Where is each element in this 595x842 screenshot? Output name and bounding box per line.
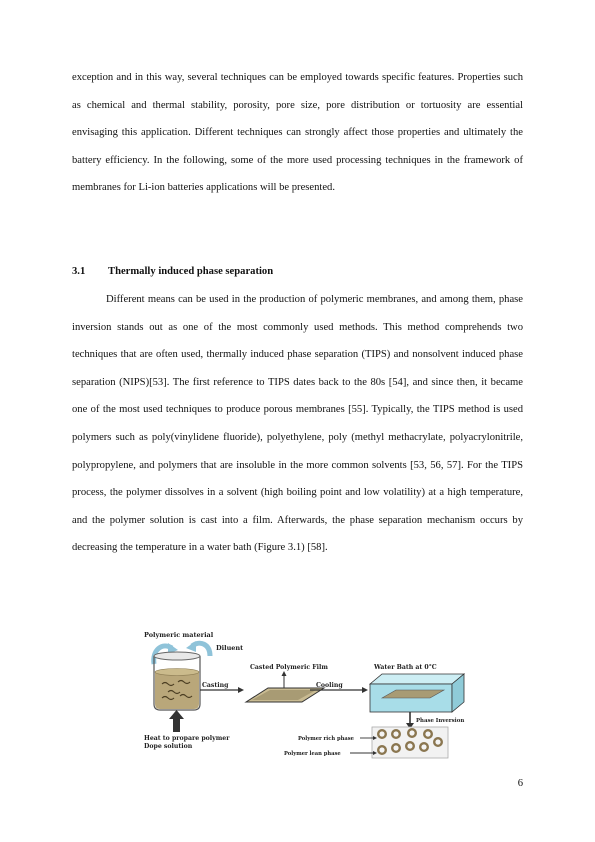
label-dope: Dope solution <box>144 743 193 750</box>
section-title: Thermally induced phase separation <box>108 266 274 277</box>
beaker-solution <box>155 672 199 709</box>
water-bath-top <box>370 674 464 684</box>
label-phase-inversion: Phase Inversion <box>416 718 465 724</box>
label-polymeric-material: Polymeric material <box>144 631 214 639</box>
beaker-solution-top <box>155 669 199 676</box>
page-number: 6 <box>517 778 523 789</box>
label-rich-phase: Polymer rich phase <box>298 736 354 742</box>
section-number: 3.1 <box>72 266 86 277</box>
label-casted-film: Casted Polymeric Film <box>250 664 328 671</box>
tips-process-figure <box>138 626 470 766</box>
arrowhead-diluent-in <box>186 641 196 652</box>
heat-arrow-shaft <box>173 718 180 732</box>
section-heading <box>72 262 273 282</box>
cooling-arrowhead <box>362 687 368 693</box>
heat-arrow-head <box>169 710 184 719</box>
film-pointer-head <box>282 671 287 676</box>
intro-paragraph: exception and in this way, several techniques can be employed towards specific features. Properties such as chemical and thermal stability, porosity, pore size, pore distribution or tortuosity are essential envisaging this application. Different techniques can strongly affect those properties and ultimately the battery efficiency. In the following, some of the more used processing techniques in the framework of membranes for Li-ion batteries applications will be presented. <box>72 72 523 194</box>
label-diluent: Diluent <box>216 644 244 652</box>
casting-arrowhead <box>238 687 244 693</box>
label-casting: Casting <box>202 682 229 689</box>
label-heat: Heat to propare polymer <box>144 735 230 742</box>
label-water-bath: Water Bath at 0°C <box>374 664 437 671</box>
tips-paragraph: Different means can be used in the production of polymeric membranes, and among them, phase inversion stands out as one of the most commonly used methods. This method comprehends two techniques that are often used, thermally induced phase separation (TIPS) and nonsolvent induced phase separation (NIPS)[53]. The first reference to TIPS dates back to the 80s [54], and since then, it became one of the most used techniques to produce porous membranes [55]. Typically, the TIPS method is used polymers such as poly(vinylidene fluoride), polyethylene, poly (methyl methacrylate, polyacrylonitrile, polypropylene, and polymers that are insoluble in the more common solvents [53, 56, 57]. For the TIPS process, the polymer dissolves in a solvent (high boiling point and low volatility) at a high temperature, and the polymer solution is cast into a film. Afterwards, the phase separation mechanism occurs by decreasing the temperature in a water bath (Figure 3.1) [58]. <box>72 294 523 554</box>
label-cooling: Cooling <box>316 682 343 689</box>
beaker-rim <box>154 652 200 660</box>
label-lean-phase: Polymer lean phase <box>284 751 341 757</box>
